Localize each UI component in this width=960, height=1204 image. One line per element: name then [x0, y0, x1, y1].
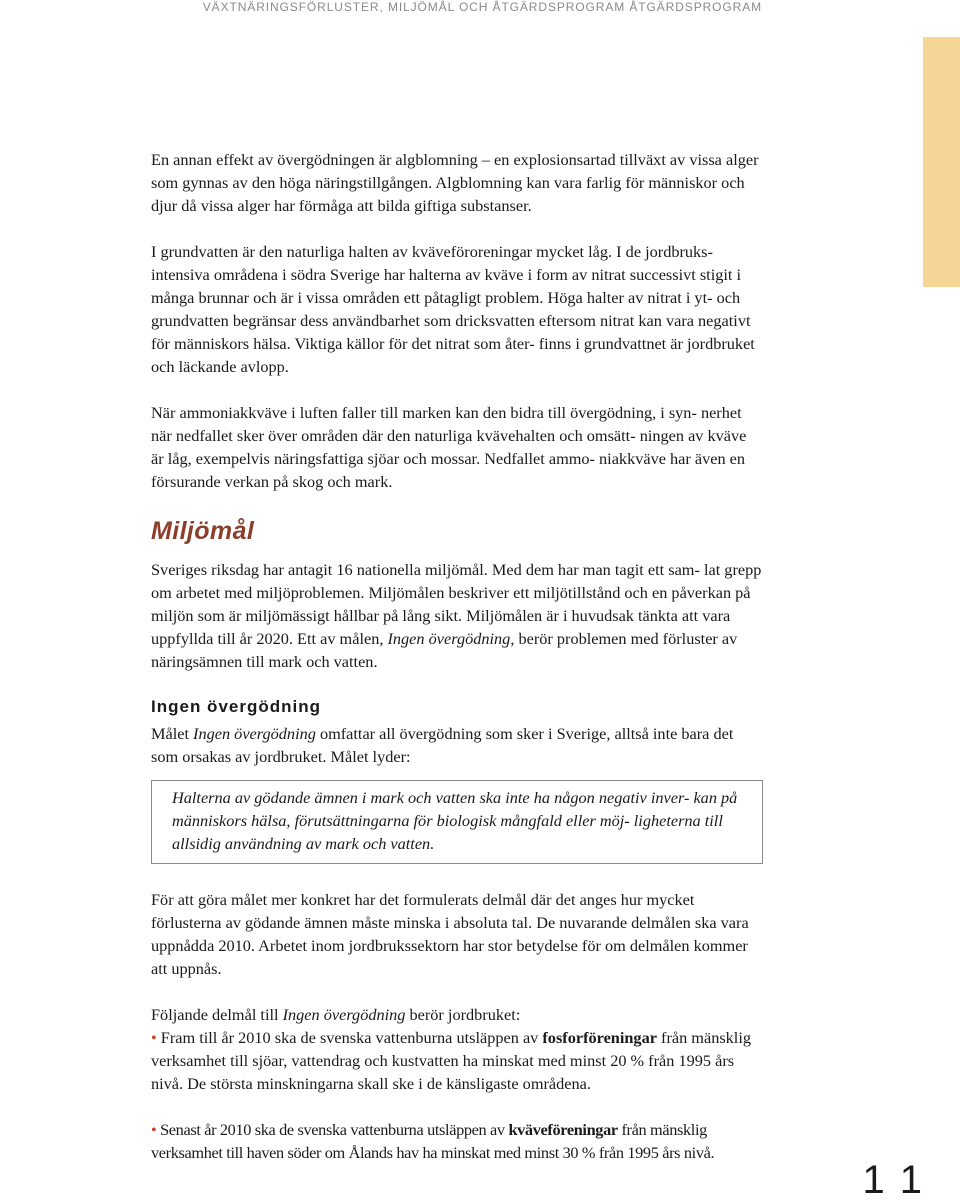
emphasis-term: fosforföreningar [542, 1028, 657, 1047]
section-heading: Miljömål [151, 517, 255, 545]
text-span: omfattar all övergödning som sker i Sverige, alltså inte bara det som orsakas av jordbruket. Målet lyder: [151, 724, 734, 766]
running-head: VÄXTNÄRINGSFÖRLUSTER, MILJÖMÅL OCH ÅTGÄRDSPROGRAM ÅTGÄRDSPROGRAM [202, 0, 762, 14]
text-span: Målet [151, 724, 194, 743]
body-paragraph: När ammoniakkväve i luften faller till marken kan den bidra till övergödning, i syn- nerhet när nedfallet sker över områden där den naturliga kvävehalten och omsätt- ningen av kväve är låg, exempelvis näringsfattiga sjöar och mossar. Nedfallet ammo- niakkväve har även en försurande verkan på skog och mark. [151, 403, 747, 491]
text-span: Följande delmål till [151, 1005, 283, 1024]
text-span: Senast år 2010 ska de svenska vattenburna utsläppen av [160, 1120, 509, 1139]
bullet-icon: • [151, 1028, 157, 1047]
text-span: från mänsklig verksamhet till sjöar, vattendrag och kustvatten ha minskat med minst 20 % från 1995 års nivå. De största minskningarna skall ske i de känsligaste områdena. [151, 1028, 751, 1093]
text-span: Sveriges riksdag har antagit 16 nationella miljömål. Med dem har man tagit ett sam- lat grepp om arbetet med miljöproblemen. Miljömålen beskriver ett miljötillstånd och en påverkan på miljön som är miljömässigt hållbar på lång sikt. Miljömålen är i huvudsak tänkta att vara uppfyllda till år 2020. Ett av målen, [151, 560, 762, 648]
body-paragraph [151, 722, 763, 768]
bullet-icon: • [151, 1120, 157, 1139]
body-paragraph: En annan effekt av övergödningen är algblomning – en explosionsartad tillväxt av vissa alger som gynnas av den höga näringstillgången. Algblomning kan vara farlig för människor och djur då vissa alger har förmåga att bilda giftiga substanser. [151, 150, 759, 215]
body-paragraph: För att göra målet mer konkret har det formulerats delmål där det anges hur mycket förlusterna av gödande ämnen måste minska i absoluta tal. De nuvarande delmålen ska vara uppnådda 2010. Arbetet inom jordbrukssektorn har stor betydelse för om delmålen kommer att uppnås. [151, 890, 749, 978]
goal-quote-box: Halterna av gödande ämnen i mark och vatten ska inte ha någon negativ inver- kan på människors hälsa, förutsättningarna för biologisk mångfald eller möj- ligheterna till allsidig användning av mark och vatten. [151, 780, 763, 864]
page-body [151, 148, 763, 1164]
goal-name: Ingen övergödning [193, 724, 316, 743]
text-span: Fram till år 2010 ska de svenska vattenburna utsläppen av [160, 1028, 543, 1047]
goal-name: Ingen övergödning [282, 1005, 406, 1024]
goal-name: Ingen övergödning [387, 629, 511, 648]
body-paragraph [151, 1003, 763, 1026]
text-span: berör jordbruket: [405, 1005, 521, 1024]
bullet-item [151, 1026, 763, 1095]
text-span: från mänsklig verksamhet till haven söder om Ålands hav ha minskat med minst 30 % från 1995 års nivå. [151, 1120, 715, 1162]
body-paragraph [151, 558, 763, 673]
side-tab-marker [923, 37, 960, 287]
body-paragraph: I grundvatten är den naturliga halten av kväveföroreningar mycket låg. I de jordbruks- intensiva områdena i södra Sverige har halterna av kväve i form av nitrat successivt stigit i många brunnar och är i vissa områden ett påtagligt problem. Höga halter av nitrat i yt- och grundvatten begränsar dess användbarhet som dricksvatten eftersom nitrat kan vara negativt för människors hälsa. Viktiga källor för det nitrat som åter- finns i grundvattnet är jordbruket och läckande avlopp. [151, 242, 755, 376]
emphasis-term: kväveföreningar [508, 1120, 618, 1139]
text-span: , berör problemen med förluster av näringsämnen till mark och vatten. [151, 629, 738, 671]
page-number: 11 [862, 1158, 940, 1202]
bullet-item [151, 1118, 763, 1164]
subsection-heading: Ingen övergödning [151, 697, 321, 716]
